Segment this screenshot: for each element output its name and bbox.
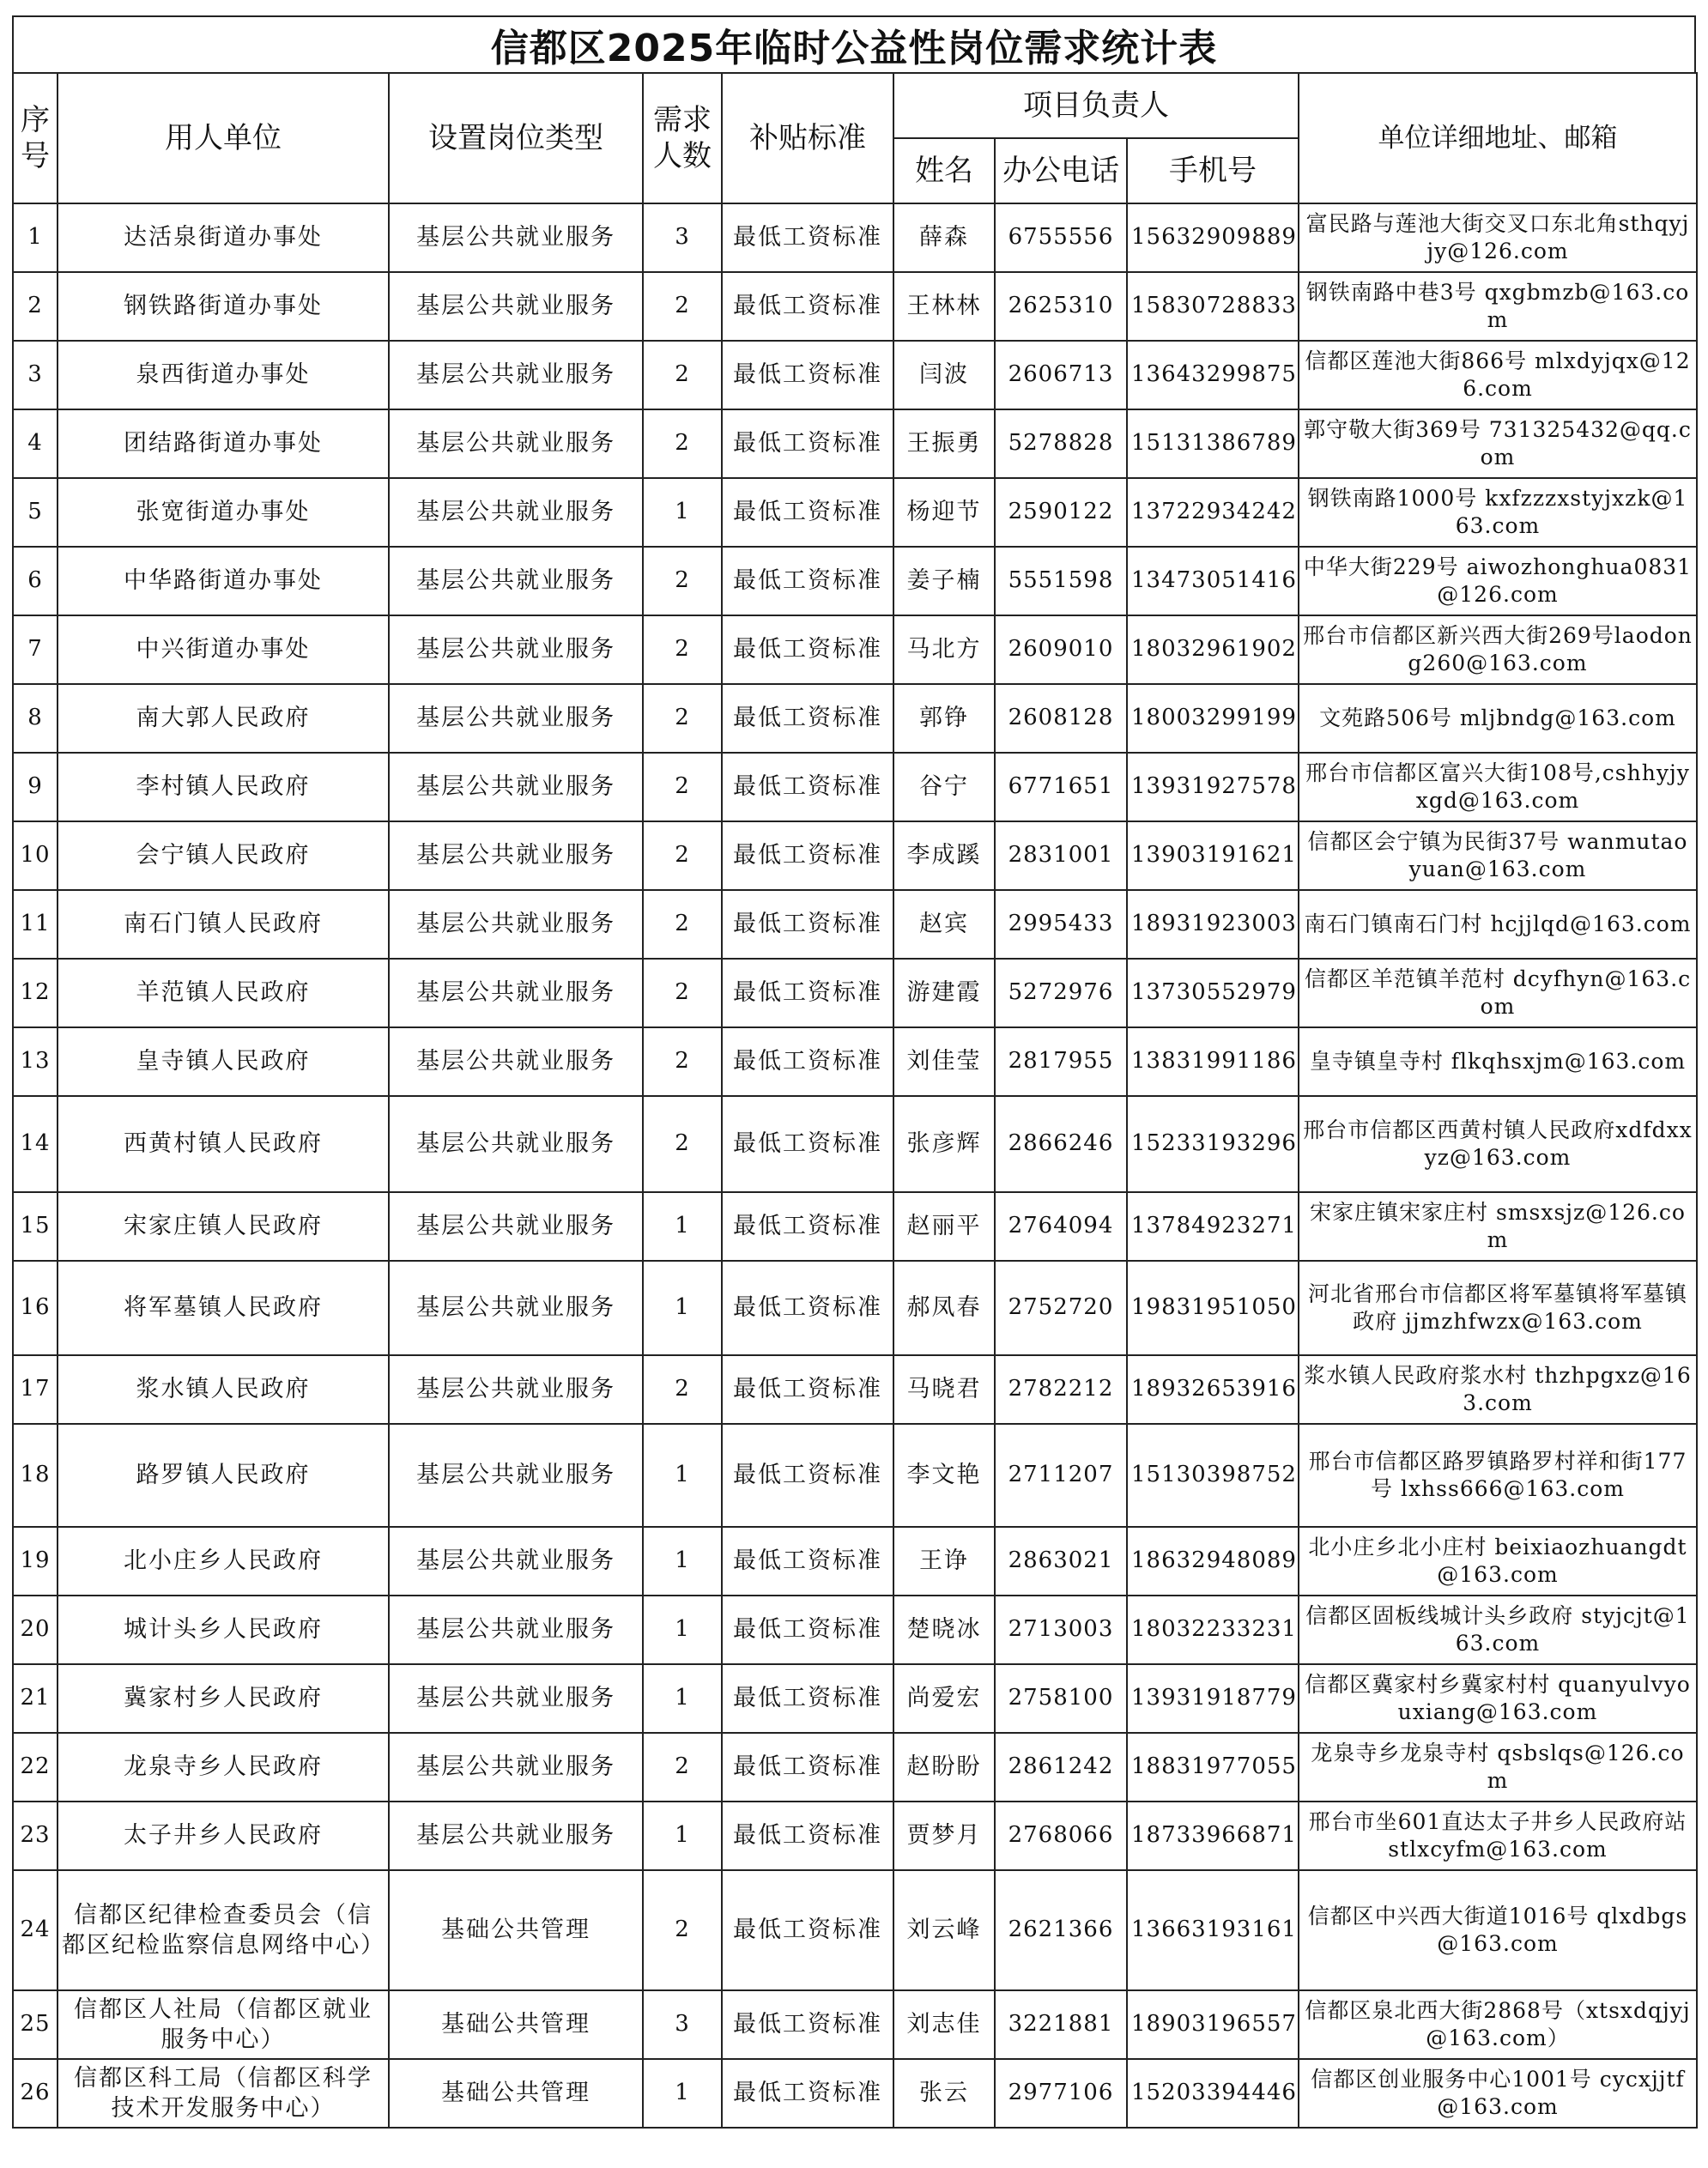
table-row	[13, 1802, 1697, 1870]
table-row	[13, 341, 1697, 409]
row-subsidy: 最低工资标准	[722, 1870, 893, 1990]
row-count: 2	[643, 1027, 722, 1096]
row-count: 2	[643, 1355, 722, 1424]
row-post-type: 基础公共管理	[389, 2059, 643, 2128]
row-office-phone: 2831001	[995, 821, 1127, 890]
row-subsidy: 最低工资标准	[722, 753, 893, 821]
row-office-phone: 2609010	[995, 615, 1127, 684]
row-office-phone: 5272976	[995, 959, 1127, 1027]
row-count: 2	[643, 753, 722, 821]
row-index: 8	[13, 684, 58, 753]
row-manager-name: 楚晓冰	[893, 1596, 995, 1664]
header-office-phone: 办公电话	[995, 138, 1127, 203]
table-row	[13, 615, 1697, 684]
row-mobile: 18733966871	[1127, 1802, 1299, 1870]
row-manager-name: 李成蹊	[893, 821, 995, 890]
row-address: 北小庄乡北小庄村 beixiaozhuangdt@163.com	[1299, 1527, 1697, 1596]
header-subsidy: 补贴标准	[722, 73, 893, 203]
row-post-type: 基层公共就业服务	[389, 1424, 643, 1527]
row-post-type: 基层公共就业服务	[389, 753, 643, 821]
row-mobile: 13831991186	[1127, 1027, 1299, 1096]
header-unit: 用人单位	[58, 73, 389, 203]
table-row	[13, 1424, 1697, 1527]
row-unit: 将军墓镇人民政府	[58, 1261, 389, 1355]
row-unit: 北小庄乡人民政府	[58, 1527, 389, 1596]
row-index: 17	[13, 1355, 58, 1424]
row-manager-name: 赵盼盼	[893, 1733, 995, 1802]
row-count: 1	[643, 478, 722, 547]
row-count: 2	[643, 959, 722, 1027]
row-unit: 城计头乡人民政府	[58, 1596, 389, 1664]
row-manager-name: 赵宾	[893, 890, 995, 959]
row-address: 邢台市信都区路罗镇路罗村祥和街177号 lxhss666@163.com	[1299, 1424, 1697, 1527]
row-manager-name: 刘云峰	[893, 1870, 995, 1990]
row-manager-name: 刘志佳	[893, 1990, 995, 2059]
row-post-type: 基层公共就业服务	[389, 1527, 643, 1596]
row-mobile: 13722934242	[1127, 478, 1299, 547]
row-mobile: 18003299199	[1127, 684, 1299, 753]
row-subsidy: 最低工资标准	[722, 1596, 893, 1664]
row-unit: 南石门镇人民政府	[58, 890, 389, 959]
row-manager-name: 游建霞	[893, 959, 995, 1027]
row-post-type: 基层公共就业服务	[389, 1096, 643, 1192]
row-count: 1	[643, 1802, 722, 1870]
table-row	[13, 1870, 1697, 1990]
row-unit: 信都区纪律检查委员会（信都区纪检监察信息网络中心）	[58, 1870, 389, 1990]
table-row	[13, 2059, 1697, 2128]
row-mobile: 18932653916	[1127, 1355, 1299, 1424]
row-unit: 中华路街道办事处	[58, 547, 389, 615]
row-post-type: 基层公共就业服务	[389, 1261, 643, 1355]
table-row	[13, 409, 1697, 478]
header-index: 序号	[13, 73, 58, 203]
row-office-phone: 2817955	[995, 1027, 1127, 1096]
row-manager-name: 杨迎节	[893, 478, 995, 547]
row-unit: 团结路街道办事处	[58, 409, 389, 478]
row-subsidy: 最低工资标准	[722, 959, 893, 1027]
row-post-type: 基层公共就业服务	[389, 890, 643, 959]
row-mobile: 18903196557	[1127, 1990, 1299, 2059]
row-office-phone: 2866246	[995, 1096, 1127, 1192]
row-index: 2	[13, 272, 58, 341]
row-mobile: 18931923003	[1127, 890, 1299, 959]
row-manager-name: 王振勇	[893, 409, 995, 478]
table-row	[13, 684, 1697, 753]
row-index: 6	[13, 547, 58, 615]
row-mobile: 15830728833	[1127, 272, 1299, 341]
header-post-type: 设置岗位类型	[389, 73, 643, 203]
table-row	[13, 1355, 1697, 1424]
row-post-type: 基层公共就业服务	[389, 1664, 643, 1733]
row-unit: 中兴街道办事处	[58, 615, 389, 684]
row-manager-name: 王林林	[893, 272, 995, 341]
table-row	[13, 959, 1697, 1027]
row-manager-name: 谷宁	[893, 753, 995, 821]
row-office-phone: 2863021	[995, 1527, 1127, 1596]
row-unit: 太子井乡人民政府	[58, 1802, 389, 1870]
row-post-type: 基层公共就业服务	[389, 203, 643, 272]
row-manager-name: 刘佳莹	[893, 1027, 995, 1096]
row-subsidy: 最低工资标准	[722, 1096, 893, 1192]
row-index: 11	[13, 890, 58, 959]
row-post-type: 基层公共就业服务	[389, 1355, 643, 1424]
row-manager-name: 马北方	[893, 615, 995, 684]
row-count: 2	[643, 1870, 722, 1990]
row-address: 邢台市信都区富兴大街108号,cshhyjyxgd@163.com	[1299, 753, 1697, 821]
row-index: 15	[13, 1192, 58, 1261]
row-subsidy: 最低工资标准	[722, 615, 893, 684]
row-subsidy: 最低工资标准	[722, 2059, 893, 2128]
row-count: 1	[643, 1596, 722, 1664]
table-row	[13, 753, 1697, 821]
row-address: 邢台市信都区西黄村镇人民政府xdfdxxyz@163.com	[1299, 1096, 1697, 1192]
row-subsidy: 最低工资标准	[722, 1527, 893, 1596]
row-index: 21	[13, 1664, 58, 1733]
row-unit: 南大郭人民政府	[58, 684, 389, 753]
row-address: 信都区中兴西大街道1016号 qlxdbgs@163.com	[1299, 1870, 1697, 1990]
row-office-phone: 2782212	[995, 1355, 1127, 1424]
row-index: 20	[13, 1596, 58, 1664]
row-office-phone: 2608128	[995, 684, 1127, 753]
row-subsidy: 最低工资标准	[722, 890, 893, 959]
table-row	[13, 1261, 1697, 1355]
row-office-phone: 2590122	[995, 478, 1127, 547]
row-post-type: 基层公共就业服务	[389, 1027, 643, 1096]
row-unit: 浆水镇人民政府	[58, 1355, 389, 1424]
row-count: 2	[643, 615, 722, 684]
row-post-type: 基层公共就业服务	[389, 959, 643, 1027]
row-subsidy: 最低工资标准	[722, 272, 893, 341]
row-unit: 泉西街道办事处	[58, 341, 389, 409]
row-count: 2	[643, 1733, 722, 1802]
row-post-type: 基层公共就业服务	[389, 821, 643, 890]
row-index: 24	[13, 1870, 58, 1990]
row-post-type: 基层公共就业服务	[389, 341, 643, 409]
row-post-type: 基层公共就业服务	[389, 272, 643, 341]
row-manager-name: 薛森	[893, 203, 995, 272]
table-row	[13, 1527, 1697, 1596]
row-subsidy: 最低工资标准	[722, 478, 893, 547]
row-subsidy: 最低工资标准	[722, 821, 893, 890]
row-mobile: 19831951050	[1127, 1261, 1299, 1355]
row-mobile: 15130398752	[1127, 1424, 1299, 1527]
row-count: 3	[643, 1990, 722, 2059]
row-count: 3	[643, 203, 722, 272]
row-mobile: 15131386789	[1127, 409, 1299, 478]
row-post-type: 基层公共就业服务	[389, 1192, 643, 1261]
row-address: 南石门镇南石门村 hcjjlqd@163.com	[1299, 890, 1697, 959]
header-address: 单位详细地址、邮箱	[1299, 73, 1697, 203]
row-address: 宋家庄镇宋家庄村 smsxsjz@126.com	[1299, 1192, 1697, 1261]
row-office-phone: 5551598	[995, 547, 1127, 615]
row-count: 2	[643, 890, 722, 959]
row-unit: 张宽街道办事处	[58, 478, 389, 547]
row-office-phone: 2711207	[995, 1424, 1127, 1527]
row-subsidy: 最低工资标准	[722, 341, 893, 409]
row-index: 13	[13, 1027, 58, 1096]
row-index: 12	[13, 959, 58, 1027]
row-index: 9	[13, 753, 58, 821]
row-manager-name: 王诤	[893, 1527, 995, 1596]
row-manager-name: 贾梦月	[893, 1802, 995, 1870]
row-mobile: 13663193161	[1127, 1870, 1299, 1990]
row-count: 2	[643, 272, 722, 341]
row-unit: 达活泉街道办事处	[58, 203, 389, 272]
row-office-phone: 6755556	[995, 203, 1127, 272]
row-count: 2	[643, 547, 722, 615]
table-row	[13, 1990, 1697, 2059]
row-address: 信都区冀家村乡冀家村村 quanyulvyouxiang@163.com	[1299, 1664, 1697, 1733]
row-index: 26	[13, 2059, 58, 2128]
row-office-phone: 2713003	[995, 1596, 1127, 1664]
row-index: 5	[13, 478, 58, 547]
row-index: 18	[13, 1424, 58, 1527]
row-address: 富民路与莲池大街交叉口东北角sthqyjjy@126.com	[1299, 203, 1697, 272]
row-mobile: 13931918779	[1127, 1664, 1299, 1733]
row-manager-name: 李文艳	[893, 1424, 995, 1527]
row-address: 皇寺镇皇寺村 flkqhsxjm@163.com	[1299, 1027, 1697, 1096]
row-subsidy: 最低工资标准	[722, 203, 893, 272]
row-subsidy: 最低工资标准	[722, 409, 893, 478]
row-mobile: 15632909889	[1127, 203, 1299, 272]
row-mobile: 18032961902	[1127, 615, 1299, 684]
row-index: 10	[13, 821, 58, 890]
header-name: 姓名	[893, 138, 995, 203]
row-mobile: 13931927578	[1127, 753, 1299, 821]
row-count: 2	[643, 1096, 722, 1192]
row-office-phone: 2606713	[995, 341, 1127, 409]
table-row	[13, 203, 1697, 272]
row-subsidy: 最低工资标准	[722, 1990, 893, 2059]
row-subsidy: 最低工资标准	[722, 1027, 893, 1096]
row-count: 2	[643, 341, 722, 409]
row-address: 邢台市坐601直达太子井乡人民政府站stlxcyfm@163.com	[1299, 1802, 1697, 1870]
row-unit: 宋家庄镇人民政府	[58, 1192, 389, 1261]
row-index: 1	[13, 203, 58, 272]
row-address: 郭守敬大街369号 731325432@qq.com	[1299, 409, 1697, 478]
row-index: 23	[13, 1802, 58, 1870]
row-manager-name: 张彦辉	[893, 1096, 995, 1192]
row-address: 邢台市信都区新兴西大街269号laodong260@163.com	[1299, 615, 1697, 684]
row-post-type: 基层公共就业服务	[389, 615, 643, 684]
row-subsidy: 最低工资标准	[722, 1192, 893, 1261]
row-mobile: 13903191621	[1127, 821, 1299, 890]
row-office-phone: 3221881	[995, 1990, 1127, 2059]
row-subsidy: 最低工资标准	[722, 547, 893, 615]
row-manager-name: 张云	[893, 2059, 995, 2128]
row-unit: 羊范镇人民政府	[58, 959, 389, 1027]
row-subsidy: 最低工资标准	[722, 1355, 893, 1424]
row-office-phone: 2977106	[995, 2059, 1127, 2128]
row-manager-name: 马晓君	[893, 1355, 995, 1424]
table-title: 信都区2025年临时公益性岗位需求统计表	[12, 15, 1696, 72]
row-office-phone: 6771651	[995, 753, 1127, 821]
table-row	[13, 1192, 1697, 1261]
row-index: 3	[13, 341, 58, 409]
row-address: 信都区泉北西大街2868号（xtsxdqjyj@163.com）	[1299, 1990, 1697, 2059]
row-unit: 皇寺镇人民政府	[58, 1027, 389, 1096]
table-body	[13, 203, 1697, 2128]
row-unit: 龙泉寺乡人民政府	[58, 1733, 389, 1802]
header-mobile: 手机号	[1127, 138, 1299, 203]
row-post-type: 基层公共就业服务	[389, 1733, 643, 1802]
row-manager-name: 郭铮	[893, 684, 995, 753]
row-mobile: 13730552979	[1127, 959, 1299, 1027]
table-row	[13, 1027, 1697, 1096]
row-office-phone: 2764094	[995, 1192, 1127, 1261]
table-row	[13, 478, 1697, 547]
row-mobile: 18032233231	[1127, 1596, 1299, 1664]
row-count: 2	[643, 684, 722, 753]
row-count: 1	[643, 2059, 722, 2128]
row-subsidy: 最低工资标准	[722, 1261, 893, 1355]
row-post-type: 基层公共就业服务	[389, 684, 643, 753]
row-manager-name: 尚爱宏	[893, 1664, 995, 1733]
row-unit: 会宁镇人民政府	[58, 821, 389, 890]
row-count: 1	[643, 1527, 722, 1596]
table-row	[13, 1664, 1697, 1733]
row-office-phone: 2768066	[995, 1802, 1127, 1870]
header-count: 需求人数	[643, 73, 722, 203]
row-mobile: 13643299875	[1127, 341, 1299, 409]
row-subsidy: 最低工资标准	[722, 1733, 893, 1802]
row-mobile: 13784923271	[1127, 1192, 1299, 1261]
row-subsidy: 最低工资标准	[722, 1664, 893, 1733]
row-address: 信都区创业服务中心1001号 cycxjjtf@163.com	[1299, 2059, 1697, 2128]
statistics-sheet	[12, 15, 1696, 2129]
row-office-phone: 2625310	[995, 272, 1127, 341]
row-subsidy: 最低工资标准	[722, 684, 893, 753]
row-post-type: 基层公共就业服务	[389, 409, 643, 478]
row-count: 1	[643, 1424, 722, 1527]
row-index: 14	[13, 1096, 58, 1192]
row-address: 信都区固板线城计头乡政府 styjcjt@163.com	[1299, 1596, 1697, 1664]
row-office-phone: 2752720	[995, 1261, 1127, 1355]
row-post-type: 基础公共管理	[389, 1990, 643, 2059]
row-manager-name: 郝凤春	[893, 1261, 995, 1355]
table-row	[13, 1096, 1697, 1192]
row-address: 文苑路506号 mljbndg@163.com	[1299, 684, 1697, 753]
row-office-phone: 2621366	[995, 1870, 1127, 1990]
row-office-phone: 2758100	[995, 1664, 1127, 1733]
row-unit: 信都区人社局（信都区就业服务中心）	[58, 1990, 389, 2059]
row-post-type: 基层公共就业服务	[389, 1802, 643, 1870]
table-row	[13, 272, 1697, 341]
row-subsidy: 最低工资标准	[722, 1424, 893, 1527]
table-row	[13, 821, 1697, 890]
table-row	[13, 1733, 1697, 1802]
row-unit: 信都区科工局（信都区科学技术开发服务中心）	[58, 2059, 389, 2128]
row-index: 25	[13, 1990, 58, 2059]
row-post-type: 基层公共就业服务	[389, 1596, 643, 1664]
row-address: 河北省邢台市信都区将军墓镇将军墓镇政府 jjmzhfwzx@163.com	[1299, 1261, 1697, 1355]
row-mobile: 18632948089	[1127, 1527, 1299, 1596]
row-index: 16	[13, 1261, 58, 1355]
row-address: 龙泉寺乡龙泉寺村 qsbslqs@126.com	[1299, 1733, 1697, 1802]
row-address: 中华大街229号 aiwozhonghua0831@126.com	[1299, 547, 1697, 615]
row-mobile: 13473051416	[1127, 547, 1299, 615]
row-manager-name: 闫波	[893, 341, 995, 409]
row-address: 信都区莲池大街866号 mlxdyjqx@126.com	[1299, 341, 1697, 409]
row-post-type: 基础公共管理	[389, 1870, 643, 1990]
row-count: 1	[643, 1261, 722, 1355]
row-address: 浆水镇人民政府浆水村 thzhpgxz@163.com	[1299, 1355, 1697, 1424]
row-unit: 路罗镇人民政府	[58, 1424, 389, 1527]
row-address: 钢铁南路中巷3号 qxgbmzb@163.com	[1299, 272, 1697, 341]
demand-table	[12, 72, 1698, 2129]
table-row	[13, 1596, 1697, 1664]
row-count: 1	[643, 1664, 722, 1733]
row-count: 2	[643, 409, 722, 478]
row-office-phone: 2861242	[995, 1733, 1127, 1802]
row-mobile: 15233193296	[1127, 1096, 1299, 1192]
header-manager: 项目负责人	[893, 73, 1299, 138]
row-count: 2	[643, 821, 722, 890]
row-count: 1	[643, 1192, 722, 1261]
table-row	[13, 890, 1697, 959]
row-mobile: 18831977055	[1127, 1733, 1299, 1802]
row-index: 7	[13, 615, 58, 684]
row-unit: 钢铁路街道办事处	[58, 272, 389, 341]
row-office-phone: 5278828	[995, 409, 1127, 478]
row-address: 钢铁南路1000号 kxfzzzxstyjxzk@163.com	[1299, 478, 1697, 547]
row-mobile: 15203394446	[1127, 2059, 1299, 2128]
row-subsidy: 最低工资标准	[722, 1802, 893, 1870]
row-office-phone: 2995433	[995, 890, 1127, 959]
row-address: 信都区会宁镇为民街37号 wanmutaoyuan@163.com	[1299, 821, 1697, 890]
row-index: 19	[13, 1527, 58, 1596]
row-manager-name: 赵丽平	[893, 1192, 995, 1261]
table-row	[13, 547, 1697, 615]
row-address: 信都区羊范镇羊范村 dcyfhyn@163.com	[1299, 959, 1697, 1027]
row-unit: 李村镇人民政府	[58, 753, 389, 821]
row-post-type: 基层公共就业服务	[389, 478, 643, 547]
row-unit: 西黄村镇人民政府	[58, 1096, 389, 1192]
row-unit: 冀家村乡人民政府	[58, 1664, 389, 1733]
row-post-type: 基层公共就业服务	[389, 547, 643, 615]
row-index: 4	[13, 409, 58, 478]
row-manager-name: 姜子楠	[893, 547, 995, 615]
row-index: 22	[13, 1733, 58, 1802]
